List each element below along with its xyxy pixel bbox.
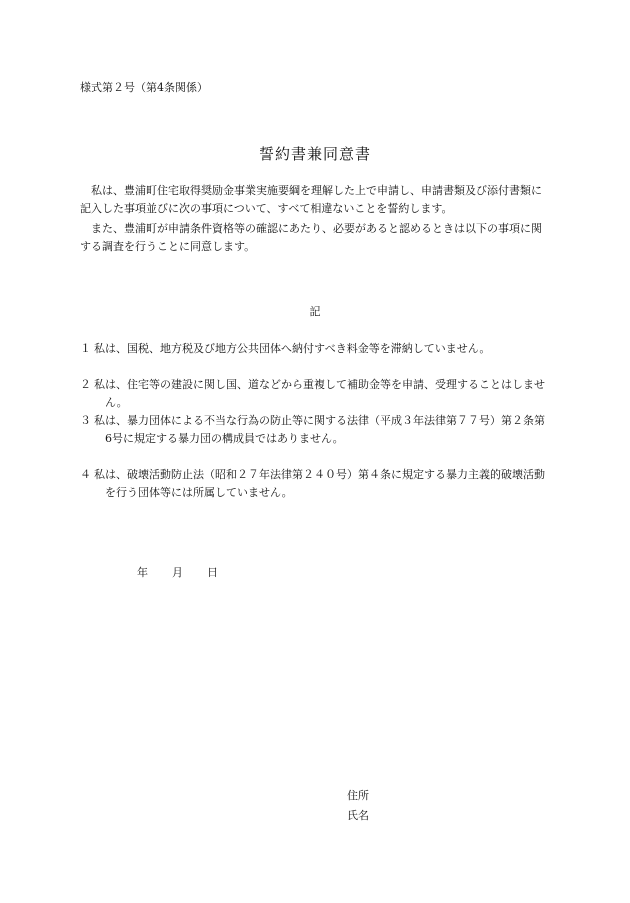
pledge-item-text: 私は、暴力団体による不当な行為の防止等に関する法律（平成３年法律第７７号）第２条第6号に規定する暴力団の構成員ではありません。 bbox=[94, 414, 545, 445]
preamble-paragraph-2: また、豊浦町が申請条件資格等の確認にあたり、必要があると認めるときは以下の事項に関する調査を行うことに同意します。 bbox=[80, 222, 542, 253]
pledge-items bbox=[80, 340, 550, 502]
date-year-label: 年 bbox=[137, 566, 148, 579]
address-label: 住所 bbox=[347, 789, 369, 802]
pledge-item-text: 私は、破壊活動防止法（昭和２７年法律第２４０号）第４条に規定する暴力主義的破壊活動を行う団体等には所属していません。 bbox=[94, 468, 545, 499]
ki-heading: 記 bbox=[309, 305, 321, 318]
date-line bbox=[137, 564, 218, 582]
pledge-item-text: 私は、国税、地方税及び地方公共団体へ納付すべき料金等を滞納していません。 bbox=[94, 342, 491, 355]
pledge-item-text: 私は、住宅等の建設に関し国、道などから重複して補助金等を申請、受理することはしません。 bbox=[94, 378, 545, 409]
pledge-item-1 bbox=[80, 340, 550, 358]
date-day-label: 日 bbox=[207, 566, 218, 579]
signature-block bbox=[347, 786, 369, 826]
form-number: 様式第２号（第4条関係） bbox=[80, 81, 208, 94]
document-title: 誓約書兼同意書 bbox=[258, 145, 371, 163]
pledge-item-4 bbox=[80, 466, 550, 502]
pledge-item-number: １ bbox=[80, 342, 91, 355]
preamble-paragraph-1: 私は、豊浦町住宅取得奨励金事業実施要綱を理解した上で申請し、申請書類及び添付書類に記入した事項並びに次の事項について、すべて相違ないことを誓約します。 bbox=[80, 184, 542, 215]
pledge-item-2 bbox=[80, 376, 550, 412]
date-month-label: 月 bbox=[172, 566, 183, 579]
pledge-item-number: ４ bbox=[80, 468, 91, 481]
name-label: 氏名 bbox=[347, 809, 369, 822]
pledge-item-number: ３ bbox=[80, 414, 91, 427]
pledge-item-number: ２ bbox=[80, 378, 91, 391]
preamble bbox=[80, 182, 550, 256]
pledge-item-3 bbox=[80, 412, 550, 448]
